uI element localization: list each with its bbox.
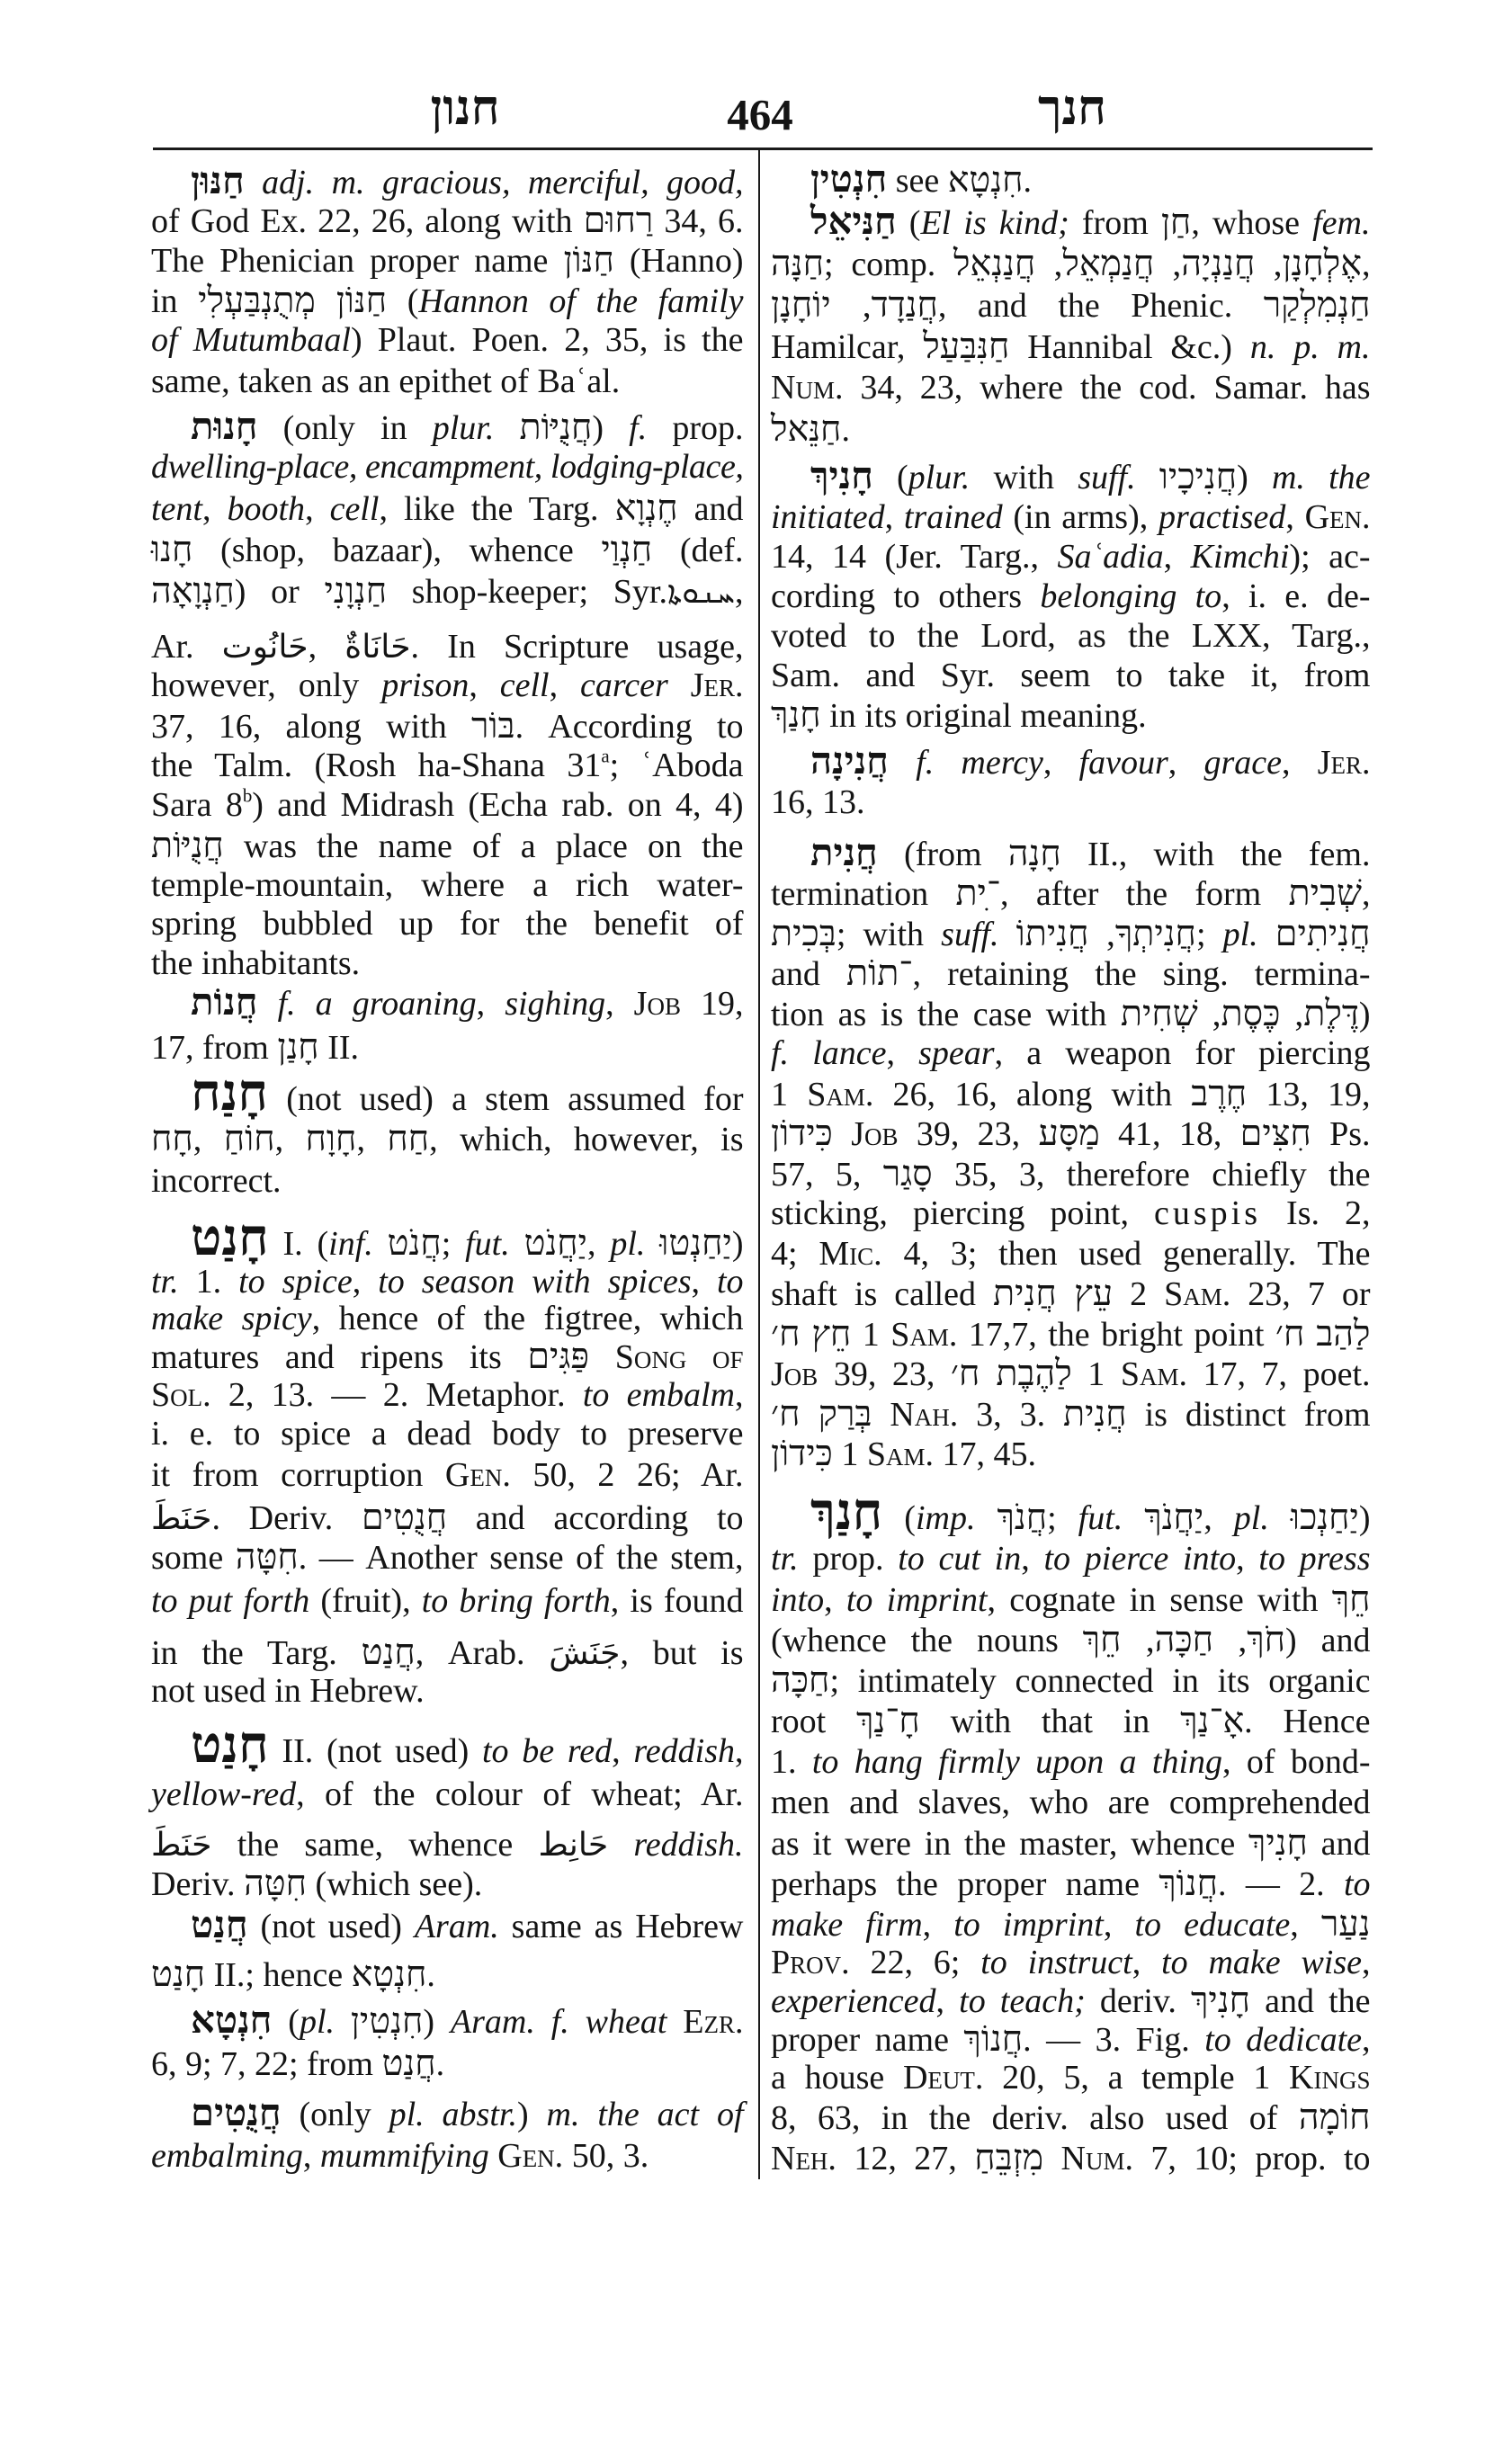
text-line: Deriv. חִטָּה (which see). [151, 1864, 483, 1903]
book-reference: Sol. [151, 1376, 211, 1414]
italic-text: make firm [771, 1906, 923, 1944]
text-line: חָנַט I. (inf. חֲנֹט; fut. יַחֲנֹט, pl. יַחַנְטוּ) [191, 1210, 744, 1266]
headword: חַנִּיאֵל [810, 201, 897, 243]
hebrew-word: חַנְוָאָה [151, 571, 235, 611]
hebrew-word: כִּידוֹן [771, 1113, 833, 1153]
italic-text: to pierce into [1043, 1540, 1237, 1578]
text-line: of Mutumbaal) Plaut. Poen. 2, 35, is the [151, 321, 744, 359]
text-line: men and slaves, who are comprehended [771, 1784, 1371, 1821]
headword: חָנַט [191, 1717, 269, 1774]
hebrew-word: חַנּוֹן מְתֻנְבַּעְלִי [198, 281, 388, 320]
text-line: חֵץ ח׳ 1 Sam. 17,7, the bright point לַהַב ח׳ [771, 1314, 1371, 1354]
hebrew-word: לַהֶבֶת ח׳ [950, 1354, 1072, 1393]
hebrew-word: בְּרַק ח׳ [771, 1394, 872, 1434]
text-line: a house Deut. 20, 5, a temple 1 Kings [771, 2059, 1371, 2097]
hebrew-word: חַנְוַי [601, 530, 653, 569]
text-line: חֲנַט (not used) Aram. same as Hebrew [191, 1905, 744, 1946]
text-line: חָנוּ (shop, bazaar), whence חַנְוַי (def. [151, 530, 744, 569]
italic-text: pl. [1222, 916, 1258, 953]
text-line: חָח, חוֹחַ, חָוָח, חַח, which, however, is [151, 1119, 744, 1158]
headword: חָנַךְ [810, 1484, 883, 1541]
italic-text: fem. [1312, 204, 1371, 242]
italic-text: m. the act of [546, 2096, 744, 2133]
book-reference: Job [633, 985, 681, 1023]
hebrew-word: חֲנַדָד, יוֹחָנָן [771, 285, 938, 325]
italic-text: pl. abstr. [389, 2096, 517, 2133]
hebrew-word: מִזְבֵּחַ [974, 2138, 1044, 2177]
italic-text: fut. [465, 1225, 510, 1263]
hebrew-word: שְׁבִית [1288, 873, 1362, 913]
italic-text: El is kind; [920, 204, 1069, 242]
right-column [771, 0, 1371, 2450]
headword: חֲנִית [810, 833, 878, 874]
italic-text: f. a groaning [277, 985, 477, 1023]
italic-text: imp. [915, 1499, 976, 1537]
text-line: 37, 16, along with בּוֹר. According to [151, 706, 744, 746]
hebrew-word: חַנּוֹן [563, 240, 614, 280]
headword: חָנִיךְ [810, 456, 873, 497]
text-line: make spicy, hence of the figtree, which [151, 1300, 744, 1337]
hebrew-word: בְּכִית [771, 914, 837, 953]
text-line: proper name חֲנוֹךְ. — 3. Fig. to dedicate, [771, 2019, 1371, 2059]
hebrew-word: חָ־נַךְ [856, 1701, 920, 1740]
hebrew-word: מַסָּע [1038, 1113, 1100, 1153]
book-reference: Sam. [866, 1435, 935, 1473]
italic-text: f. lance [771, 1034, 887, 1072]
text-line: tion as is the case with דֶּלֶת, כֶּסֶת, שְׁחִית) [771, 994, 1371, 1033]
text-line: tr. prop. to cut in, to pierce into, to press [771, 1540, 1371, 1578]
italic-text: to spice [238, 1263, 353, 1301]
text-line: Hamilcar, חַנִּבַּעַל Hannibal &c.) n. p. m. [771, 326, 1371, 366]
italic-text: spear [918, 1034, 995, 1072]
italic-text: to educate [1134, 1906, 1291, 1944]
book-reference: Job [851, 1115, 899, 1153]
hebrew-word: חֲנֹט [387, 1223, 442, 1263]
hebrew-word: סָגַר [882, 1154, 933, 1194]
book-reference: Gen. [444, 1456, 511, 1494]
hebrew-word: חִצִּים [1239, 1113, 1311, 1153]
text-line: and ־תוֹת, retaining the sing. termina- [771, 953, 1371, 993]
text-line: embalming, mummifying Gen. 50, 3. [151, 2137, 649, 2175]
hebrew-word: דֶּלֶת, כֶּסֶת, שְׁחִית [1120, 994, 1359, 1033]
text-line: yellow-red, of the colour of wheat; Ar. [151, 1775, 744, 1813]
hebrew-word: חָוָח [305, 1119, 357, 1158]
italic-text: plur. [908, 459, 971, 496]
hebrew-word: כִּידוֹן [771, 1434, 833, 1473]
hebrew-word: חֲנֻיּוֹת [519, 407, 593, 447]
text-line: into, to imprint, cognate in sense with חֵךְ [771, 1579, 1371, 1619]
hebrew-word: אָ־נַךְ [1180, 1701, 1245, 1740]
italic-text: to put forth [151, 1582, 310, 1620]
hebrew-word: חִנְטָא [947, 160, 1024, 200]
text-line: as it were in the master, whence חָנִיךְ and [771, 1823, 1371, 1863]
text-line [151, 162, 744, 201]
italic-text: Hannon of the family [418, 282, 744, 320]
hebrew-word: חָנַךְ [771, 695, 821, 735]
text-line: Prov. 22, 6; to instruct, to make wise, [771, 1944, 1371, 1981]
italic-text: to be red [482, 1732, 613, 1770]
text-line: shaft is called עֵץ חֲנִית 2 Sam. 23, 7 or [771, 1274, 1371, 1313]
text-line: 1. to hang firmly upon a thing, of bond- [771, 1743, 1371, 1781]
hebrew-word: חוֹחַ [223, 1119, 275, 1158]
hebrew-word: חֲנַט [381, 2043, 436, 2083]
italic-text: to embalm [582, 1376, 735, 1414]
headword: חָנַט [191, 1210, 269, 1266]
book-reference: Gen. [1304, 498, 1371, 536]
italic-text: grace [1203, 744, 1283, 782]
text-line: tr. 1. to spice, to season with spices, to [151, 1263, 744, 1301]
text-line: בְּרַק ח׳ Nah. 3, 3. חֲנִית is distinct from [771, 1394, 1371, 1434]
text-line: The Phenician proper name חַנּוֹן (Hanno) [151, 240, 744, 280]
text-line: perhaps the proper name חֲנוֹךְ. — 2. to [771, 1864, 1371, 1903]
text-line: חָנַט II.; hence חִנְטָא. [151, 1954, 435, 1994]
italic-text: to bring forth [421, 1582, 611, 1620]
italic-text: adj. m. gracious, merciful, good, [262, 164, 744, 201]
text-line: same, taken as an epithet of Baʿal. [151, 362, 621, 400]
italic-text: to press [1258, 1540, 1371, 1578]
italic-text: Kimchi [1190, 538, 1290, 576]
book-reference: Ezr. [683, 2003, 744, 2041]
text-line: initiated, trained (in arms), practised, Gen. [771, 498, 1371, 536]
hebrew-word: חֶנְוָא [614, 488, 678, 528]
italic-text: make spicy [151, 1300, 312, 1337]
hebrew-word: חַנְמִלְקַר [1263, 285, 1371, 325]
italic-text: Aram. [414, 1908, 499, 1945]
superscript: b [242, 784, 253, 807]
text-line: חִנְטָא (pl. חִנְטִין) Aram. f. wheat Ezr. [191, 2000, 744, 2042]
headword: חַנּוּן [191, 161, 245, 202]
left-column [151, 0, 744, 2450]
headword: חֲנַט [191, 1905, 248, 1946]
text-line: Neh. 12, 27, מִזְבֵּחַ Num. 7, 10; prop. to [771, 2138, 1371, 2177]
book-reference: Gen. [497, 2137, 564, 2175]
text-line: כִּידוֹן Job 39, 23, מַסָּע 41, 18, חִצִּים Ps. [771, 1113, 1371, 1153]
text-line: in חַנּוֹן מְתֻנְבַּעְלִי (Hannon of the family [151, 281, 744, 320]
book-reference: Num. [1060, 2140, 1133, 2177]
hebrew-word: עֵץ חֲנִית [993, 1274, 1114, 1313]
arabic-word: حَانَاةٌ [344, 628, 411, 666]
text-line: חָנַךְ (imp. חֲנֹךְ; fut. יַחֲנֹךְ, pl. יַחַנְכוּ) [810, 1484, 1371, 1541]
book-reference: Mic. [819, 1235, 882, 1273]
text-line: termination ־ִית, after the form שְׁבִית, [771, 873, 1371, 913]
italic-text: dwelling-place, encampment, lodging-place, [151, 448, 744, 486]
headword: חֲנֻטִים [191, 2093, 282, 2134]
hebrew-word: חֵךְ [1331, 1579, 1371, 1619]
text-line: f. lance, spear, a weapon for piercing [771, 1034, 1371, 1072]
superscript: a [601, 745, 610, 767]
left-catchword: חנון [430, 81, 500, 135]
text-line: חָנוּת (only in plur. חֲנֻיּוֹת) f. prop. [191, 407, 744, 448]
hebrew-word: חָנָה [1007, 834, 1061, 873]
italic-text: prison [381, 666, 470, 704]
text-line: חֲנֻטִים (only pl. abstr.) m. the act of [191, 2093, 744, 2134]
book-reference: Kings [1289, 2059, 1371, 2097]
book-reference: Song of [614, 1338, 744, 1376]
text-line: make firm, to imprint, to educate, נַעַר [771, 1904, 1371, 1944]
hebrew-word: חֲנֻיּוֹת [151, 826, 224, 865]
hebrew-word: חֲנַט [361, 1632, 416, 1672]
hebrew-word: חִטָּה [244, 1864, 308, 1903]
hebrew-word: חָח [151, 1119, 193, 1158]
hebrew-word: חַנִּבַּעַל [923, 326, 1010, 366]
column-divider [758, 149, 760, 2179]
book-reference: Sam. [807, 1076, 874, 1113]
text-line: 14, 14 (Jer. Targ., Saʿadia, Kimchi); ac- [771, 538, 1371, 576]
hebrew-word: חֲנוֹךְ [1159, 1864, 1219, 1903]
italic-text: sighing [505, 985, 606, 1023]
italic-text: f. mercy [916, 744, 1043, 782]
italic-text: Aram. f. wheat [450, 2003, 667, 2041]
text-line: incorrect. [151, 1162, 282, 1200]
italic-text: to [716, 1263, 744, 1301]
book-reference: Num. [771, 369, 844, 407]
hebrew-word: בּוֹר [470, 706, 515, 746]
text-line: חַכָּה; intimately connected in its organic [771, 1660, 1371, 1700]
hebrew-word: לַהַב ח׳ [1275, 1314, 1371, 1354]
text-line: Sol. 2, 13. — 2. Metaphor. to embalm, [151, 1376, 744, 1414]
hebrew-word: חִנְטִין [350, 2001, 424, 2041]
hebrew-word: חַן [1160, 202, 1192, 242]
hebrew-word: חָנִיךְ [1248, 1823, 1308, 1863]
hebrew-word: חִנְטָא [351, 1954, 427, 1994]
italic-text: fut. [1078, 1499, 1123, 1537]
italic-text: to imprint [845, 1581, 988, 1619]
text-line: חֲנִינָה f. mercy, favour, grace, Jer. [810, 741, 1371, 782]
italic-text: tent [151, 490, 202, 528]
text-line: root חָ־נַךְ with that in אָ־נַךְ. Hence [771, 1701, 1371, 1740]
italic-text: f. [629, 409, 648, 447]
hebrew-word: חָנִיךְ [1191, 1981, 1251, 2020]
italic-text: m. the [1271, 459, 1371, 496]
hebrew-word: חֲנֹךְ [997, 1498, 1048, 1537]
hebrew-word: יַחֲנֹט [523, 1223, 588, 1263]
italic-text: pl. [610, 1225, 646, 1263]
italic-text: embalming [151, 2137, 303, 2175]
text-line: חֲנֻיּוֹת was the name of a place on the [151, 826, 744, 865]
book-reference: Jer. [1317, 744, 1371, 782]
text-line: חֲנַדָד, יוֹחָנָן, and the Phenic. חַנְמִלְקַר [771, 285, 1371, 325]
page-number: 464 [727, 90, 793, 139]
book-reference: Sam. [1164, 1275, 1231, 1313]
text-line: Ar. حَانُوت, حَانَاةٌ. In Scripture usage, [151, 628, 744, 666]
text-line: حَنَطَ. Deriv. חֲנֻטִים and according to [151, 1498, 744, 1537]
book-reference: Deut. [902, 2059, 984, 2097]
text-line: to put forth (fruit), to bring forth, is found [151, 1582, 744, 1620]
text-line: חַנִּיאֵל (El is kind; from חַן, whose fem. [810, 201, 1371, 243]
italic-text: booth [227, 490, 306, 528]
italic-text: cell [329, 490, 380, 528]
hebrew-word: פַּגִּים [527, 1337, 590, 1376]
hebrew-word: אֶלְחָנָן, חֲנַנְיָה, חֲנַמְאֵל, חֲנַנְאֵל [953, 244, 1362, 283]
italic-text: favour [1078, 744, 1168, 782]
text-line [151, 447, 744, 487]
text-line: in the Targ. חֲנַט, Arab. جَنَشَ, but is [151, 1632, 744, 1672]
hebrew-word: חֲנֻטִים [361, 1498, 448, 1537]
hebrew-word: חַנְוָנִי [324, 571, 388, 611]
text-line: spring bubbled up for the benefit of [151, 905, 744, 943]
italic-text: to dedicate [1204, 2021, 1362, 2059]
text-line: حَنَطَ the same, whence حَانِط reddish. [151, 1826, 744, 1864]
italic-text: to season with spices [378, 1263, 692, 1301]
italic-text: mummifying [319, 2137, 489, 2175]
text-line: some חִטָּה. — Another sense of the stem, [151, 1537, 744, 1577]
text-line: חַנָּה; comp. אֶלְחָנָן, חֲנַנְיָה, חֲנַמְאֵל, חֲנַנְאֵל, [771, 244, 1371, 283]
right-catchword: חנך [1037, 81, 1107, 135]
italic-text: to teach; [959, 1982, 1086, 2020]
book-reference: Prov. [771, 1944, 850, 1981]
syriac-word: ܚܢܘܬܐ [667, 575, 735, 611]
text-line: it from corruption Gen. 50, 2 26; Ar. [151, 1456, 744, 1494]
hebrew-word: ־ִית [955, 873, 1001, 913]
italic-text: yellow-red [151, 1775, 297, 1813]
italic-text: experienced [771, 1982, 936, 2020]
headword: חֲנִינָה [810, 741, 889, 782]
italic-text: to cut in [898, 1540, 1022, 1578]
text-line: Sam. and Syr. seem to take it, from [771, 657, 1371, 694]
book-reference: Neh. [771, 2140, 837, 2177]
text-line: חָנַךְ in its original meaning. [771, 695, 1147, 735]
hebrew-word: חוֹמָה [1298, 2097, 1371, 2137]
italic-text: carcer [580, 666, 668, 704]
book-reference: Job [771, 1355, 819, 1393]
hebrew-word: יַחַנְכוּ [1290, 1498, 1359, 1537]
text-line: חֲנוֹת f. a groaning, sighing, Job 19, [191, 982, 744, 1024]
spaced-text: cuspis [1154, 1194, 1262, 1232]
text-line: matures and ripens its פַּגִּים Song of [151, 1337, 744, 1376]
book-reference: Nah. [890, 1396, 959, 1434]
hebrew-word: חַח [387, 1119, 430, 1158]
text-line: cording to others belonging to, i. e. de- [771, 577, 1371, 615]
text-line: Job 39, 23, לַהֶבֶת ח׳ 1 Sam. 17, 7, poet. [771, 1354, 1371, 1393]
italic-text: n. p. m. [1249, 328, 1371, 366]
hebrew-word: ־תוֹת [846, 953, 913, 993]
arabic-word: حَنَطَ [151, 1499, 212, 1537]
book-reference: Sam. [890, 1316, 958, 1354]
headword: חֲנוֹת [191, 982, 258, 1024]
italic-text: reddish. [633, 1826, 744, 1864]
hebrew-word: נַעַר [1320, 1904, 1371, 1944]
italic-text: pl. [1233, 1499, 1269, 1537]
hebrew-word: חֵץ ח׳ [771, 1314, 852, 1354]
text-line: בְּכִית; with suff. חֲנִיתְךָ, חֲנִיתוֹ; pl. חֲנִיתִים [771, 914, 1371, 953]
text-line: however, only prison, cell, carcer Jer. [151, 666, 744, 704]
italic-text: belonging to [1040, 577, 1222, 615]
italic-text: tr. [151, 1263, 179, 1301]
text-line: experienced, to teach; deriv. חָנִיךְ and the [771, 1981, 1371, 2020]
italic-text: of Mutumbaal [151, 321, 351, 359]
text-line: temple-mountain, where a rich water- [151, 866, 744, 904]
text-line: חָנַח (not used) a stem assumed for [191, 1065, 744, 1122]
italic-text: to instruct [980, 1944, 1132, 1981]
hebrew-word: חָנַט [151, 1954, 206, 1994]
italic-text: pl. [299, 2003, 335, 2041]
italic-text: tr. [771, 1540, 799, 1578]
italic-text: to hang firmly upon a thing [811, 1743, 1222, 1781]
text-line: the Talm. (Rosh ha-Shana 31$^a$; ʿAboda [151, 745, 744, 784]
text-line: tent, booth, cell, like the Targ. חֶנְוָא and [151, 488, 744, 528]
hebrew-word: חָנַן [277, 1027, 319, 1067]
text-line: כִּידוֹן 1 Sam. 17, 45. [771, 1434, 1037, 1473]
headword: חִנְטָא [191, 2000, 273, 2042]
text-line: the inhabitants. [151, 944, 361, 982]
hebrew-word: חֹךְ, חַכָּה, חֵךְ [1082, 1620, 1286, 1659]
hebrew-word: חֲנִיתְךָ, חֲנִיתוֹ [1015, 914, 1196, 953]
italic-text: cell [499, 666, 550, 704]
hebrew-word: חֶרֶב [1191, 1074, 1248, 1113]
text-line: i. e. to spice a dead body to preserve [151, 1415, 744, 1453]
hebrew-word: יַחַנְטוּ [659, 1223, 732, 1263]
text-line: 6, 9; 7, 22; from חֲנַט. [151, 2043, 445, 2083]
text-line: חַנֵּאל. [771, 409, 850, 449]
text-line: Sara 8$^b$) and Midrash (Echa rab. on 4, 4) [151, 784, 744, 824]
italic-text: suff. [1078, 459, 1136, 496]
text-line: חֲנִית (from חָנָה II., with the fem. [810, 833, 1371, 874]
text-line: Num. 34, 23, where the cod. Samar. has [771, 369, 1371, 407]
italic-text: to make wise [1161, 1944, 1363, 1981]
text-line: חָנִיךְ (plur. with suff. חֲנִיכָיו) m. the [810, 456, 1371, 497]
hebrew-word: חַנֵּאל [771, 409, 842, 449]
hebrew-word: חַכָּה [771, 1660, 830, 1700]
book-reference: Jer. [690, 666, 744, 704]
hebrew-word: חֲנִית [1062, 1394, 1127, 1434]
text-line: 1 Sam. 26, 16, along with חֶרֶב 13, 19, [771, 1074, 1371, 1113]
text-line: not used in Hebrew. [151, 1672, 425, 1710]
text-line: חִנְטִין see חִנְטָא. [810, 159, 1033, 201]
arabic-word: حَنَطَ [151, 1826, 212, 1864]
hebrew-word: חֲנִיכָיו [1159, 457, 1238, 496]
text-line: (whence the nouns חֹךְ, חַכָּה, חֵךְ) and [771, 1620, 1371, 1659]
italic-text: trained [903, 498, 1003, 536]
italic-text: inf. [328, 1225, 373, 1263]
italic-text: plur. [432, 409, 495, 447]
hebrew-word: חַנָּה [771, 244, 824, 283]
italic-text: Saʿadia [1057, 538, 1164, 576]
hebrew-word: יַחֲנֹךְ [1144, 1498, 1204, 1537]
italic-text: to [1343, 1865, 1371, 1903]
text-line: of God Ex. 22, 26, along with רַחוּם 34, 6. [151, 201, 744, 240]
headword: חָנַח [191, 1065, 269, 1122]
hebrew-word: חֲנִיתִים [1275, 914, 1371, 953]
italic-text: practised [1158, 498, 1286, 536]
italic-text: to imprint [953, 1906, 1104, 1944]
headword: חִנְטִין [810, 159, 888, 201]
text-line: 8, 63, in the deriv. also used of חוֹמָה [771, 2097, 1371, 2137]
arabic-word: حَانُوت [221, 628, 309, 666]
italic-text: into [771, 1581, 825, 1619]
text-line: voted to the Lord, as the LXX, Targ., [771, 617, 1371, 655]
hebrew-word: חָנוּ [151, 530, 193, 569]
text-line: 17, from חָנַן II. [151, 1027, 359, 1067]
hebrew-word: חִטָּה [235, 1537, 299, 1577]
hebrew-word: חֲנוֹךְ [963, 2019, 1024, 2059]
italic-text: initiated [771, 498, 885, 536]
text-line: 16, 13. [771, 783, 865, 821]
text-line: חַנְוָאָה) or חַנְוָנִי shop-keeper; Syr.ܚܢܘܬܐ, [151, 571, 744, 611]
italic-text: reddish [633, 1732, 735, 1770]
arabic-word: جَنَشَ [549, 1634, 621, 1672]
arabic-word: حَانِط [538, 1826, 609, 1864]
text-line: 4; Mic. 4, 3; then used generally. The [771, 1235, 1371, 1273]
italic-text: suff. [941, 916, 999, 953]
text-line: 57, 5, סָגַר 35, 3, therefore chiefly the [771, 1154, 1371, 1194]
text-line: חָנַט II. (not used) to be red, reddish, [191, 1717, 744, 1774]
hebrew-word: רַחוּם [583, 201, 654, 240]
text-line: sticking, piercing point, cuspis Is. 2, [771, 1194, 1371, 1232]
book-reference: Sam. [1120, 1355, 1187, 1393]
headword: חָנוּת [191, 407, 258, 448]
